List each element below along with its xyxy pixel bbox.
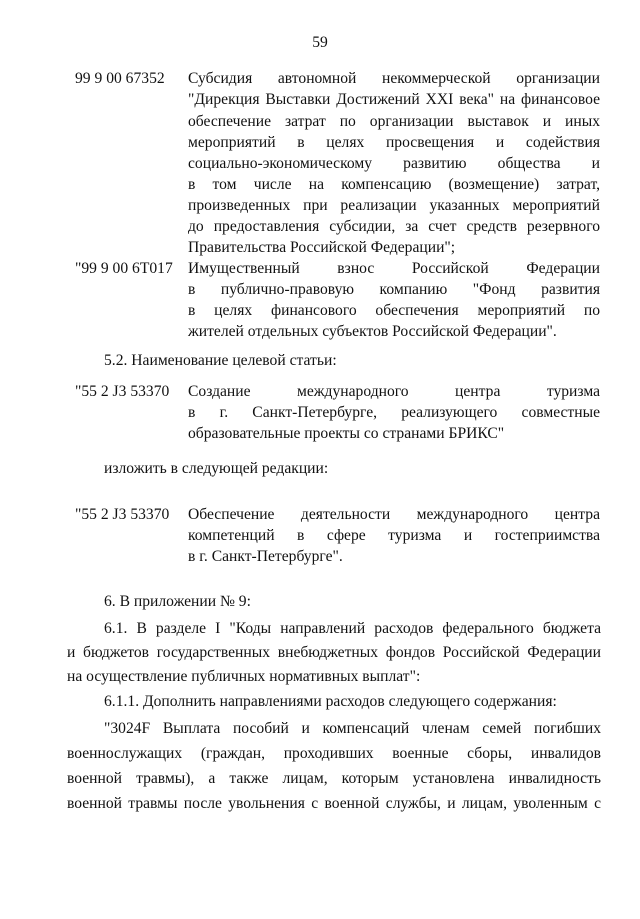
entry-text-line: в том числе на компенсацию (возмещение) затрат, — [188, 176, 600, 193]
paragraph-line: военной травмы), а также лицам, которым установлена инвалидность — [67, 770, 601, 787]
section-heading: 5.2. Наименование целевой статьи: — [104, 352, 337, 369]
paragraph-line: 6.1. В разделе I "Коды направлений расходов федерального бюджета — [104, 620, 601, 637]
entry-code: 99 9 00 67352 — [75, 70, 165, 87]
entry-text-line: Обеспечение деятельности международного центра — [188, 506, 600, 523]
paragraph-line: военной травмы после увольнения с военной службы, и лицам, уволенным с — [67, 795, 601, 812]
entry-code: "99 9 00 6Т017 — [75, 260, 173, 277]
entry-text-line: в публично-правовую компанию "Фонд развития — [188, 281, 600, 298]
entry-text-line: в г. Санкт-Петербурге". — [188, 548, 343, 565]
entry-text-line: "Дирекция Выставки Достижений XXI века" на финансовое — [188, 91, 600, 108]
entry-text-line: Правительства Российской Федерации"; — [188, 239, 456, 256]
paragraph-line: на осуществление публичных нормативных выплат": — [67, 668, 421, 685]
entry-code: "55 2 J3 53370 — [75, 383, 170, 400]
entry-text-line: жителей отдельных субъектов Российской Федерации". — [188, 323, 557, 340]
entry-text-line: до предоставления субсидии, за счет средств резервного — [188, 218, 600, 235]
paragraph-line: военнослужащих (граждан, проходивших военные сборы, инвалидов — [67, 745, 601, 762]
entry-text-line: обеспечение затрат по организации выставок и иных — [188, 113, 600, 130]
entry-text-line: мероприятий в целях просвещения и содействия — [188, 134, 600, 151]
page-number: 59 — [312, 34, 328, 51]
paragraph-line: "3024F Выплата пособий и компенсаций членам семей погибших — [104, 720, 601, 737]
entry-text-line: компетенций в сфере туризма и гостеприимства — [188, 527, 600, 544]
entry-text-line: образовательные проекты со странами БРИКС" — [188, 425, 505, 442]
section-heading: 6. В приложении № 9: — [104, 593, 251, 610]
entry-text-line: в целях финансового обеспечения мероприятий по — [188, 302, 600, 319]
entry-text-line: социально-экономическому развитию общества и — [188, 155, 600, 172]
paragraph-line: и бюджетов государственных внебюджетных фондов Российской Федерации — [67, 644, 601, 661]
entry-text-line: в г. Санкт-Петербурге, реализующего совместные — [188, 404, 600, 421]
entry-text-line: произведенных при реализации указанных мероприятий — [188, 197, 600, 214]
entry-text-line: Создание международного центра туризма — [188, 383, 600, 400]
entry-text-line: Субсидия автономной некоммерческой организации — [188, 70, 600, 87]
section-heading: 6.1.1. Дополнить направлениями расходов следующего содержания: — [104, 693, 557, 710]
entry-text-line: Имущественный взнос Российской Федерации — [188, 260, 600, 277]
restate-text: изложить в следующей редакции: — [104, 460, 329, 477]
entry-code: "55 2 J3 53370 — [75, 506, 170, 523]
